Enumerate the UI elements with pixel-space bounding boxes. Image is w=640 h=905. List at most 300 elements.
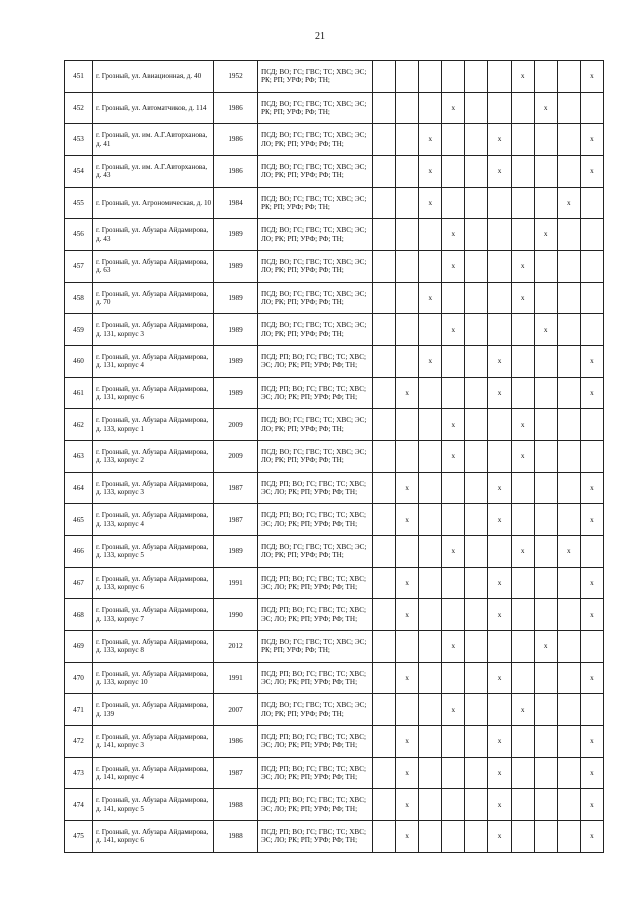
row-address: г. Грозный, ул. Абузара Айдамирова, д. 131, корпус 6 bbox=[93, 377, 214, 409]
page-number: 21 bbox=[315, 31, 325, 42]
mark-cell bbox=[557, 504, 580, 536]
row-number: 467 bbox=[65, 567, 93, 599]
row-services: ПСД; ВО; ГС; ГВС; ТС; ХВС; ЭС; РК; РП; УРФ; РФ; ТН; bbox=[258, 92, 373, 124]
row-year: 1986 bbox=[214, 124, 258, 156]
mark-cell bbox=[557, 567, 580, 599]
table-row bbox=[65, 251, 604, 283]
mark-cell-checked: х bbox=[534, 631, 557, 663]
row-address: г. Грозный, ул. Абузара Айдамирова, д. 63 bbox=[93, 251, 214, 283]
mark-cell-checked: х bbox=[511, 61, 534, 93]
row-number: 468 bbox=[65, 599, 93, 631]
mark-cell-checked: х bbox=[580, 567, 603, 599]
mark-cell bbox=[419, 567, 442, 599]
mark-cell-checked: х bbox=[580, 346, 603, 378]
mark-cell bbox=[442, 599, 465, 631]
mark-cell bbox=[396, 536, 419, 568]
mark-cell bbox=[419, 662, 442, 694]
mark-cell bbox=[419, 251, 442, 283]
row-number: 473 bbox=[65, 757, 93, 789]
mark-cell bbox=[534, 567, 557, 599]
mark-cell-checked: х bbox=[580, 377, 603, 409]
mark-cell bbox=[419, 789, 442, 821]
mark-cell bbox=[419, 441, 442, 473]
mark-cell bbox=[373, 61, 396, 93]
row-services: ПСД; ВО; ГС; ГВС; ТС; ХВС; ЭС; ЛО; РК; РП; УРФ; РФ; ТН; bbox=[258, 282, 373, 314]
mark-cell bbox=[580, 536, 603, 568]
mark-cell bbox=[419, 821, 442, 853]
mark-cell-checked: х bbox=[419, 346, 442, 378]
mark-cell bbox=[419, 694, 442, 726]
mark-cell-checked: х bbox=[580, 124, 603, 156]
table-row bbox=[65, 156, 604, 188]
mark-cell-checked: х bbox=[442, 694, 465, 726]
mark-cell bbox=[557, 61, 580, 93]
mark-cell bbox=[465, 567, 488, 599]
row-number: 466 bbox=[65, 536, 93, 568]
mark-cell bbox=[511, 124, 534, 156]
mark-cell bbox=[373, 821, 396, 853]
mark-cell bbox=[557, 662, 580, 694]
mark-cell bbox=[534, 409, 557, 441]
mark-cell bbox=[534, 694, 557, 726]
mark-cell bbox=[442, 472, 465, 504]
mark-cell bbox=[580, 314, 603, 346]
mark-cell bbox=[465, 377, 488, 409]
table-row bbox=[65, 567, 604, 599]
mark-cell-checked: х bbox=[488, 346, 511, 378]
mark-cell bbox=[373, 346, 396, 378]
mark-cell bbox=[373, 599, 396, 631]
row-services: ПСД; РП; ВО; ГС; ГВС; ТС; ХВС; ЭС; ЛО; РК; РП; УРФ; РФ; ТН; bbox=[258, 789, 373, 821]
row-address: г. Грозный, ул. Абузара Айдамирова, д. 133, корпус 8 bbox=[93, 631, 214, 663]
mark-cell bbox=[557, 377, 580, 409]
mark-cell bbox=[511, 472, 534, 504]
row-year: 1986 bbox=[214, 726, 258, 758]
mark-cell-checked: х bbox=[580, 821, 603, 853]
mark-cell bbox=[442, 377, 465, 409]
row-number: 460 bbox=[65, 346, 93, 378]
mark-cell bbox=[488, 92, 511, 124]
mark-cell bbox=[465, 504, 488, 536]
mark-cell bbox=[465, 662, 488, 694]
mark-cell bbox=[488, 251, 511, 283]
table-row bbox=[65, 662, 604, 694]
mark-cell bbox=[580, 187, 603, 219]
table-row bbox=[65, 631, 604, 663]
mark-cell bbox=[580, 251, 603, 283]
mark-cell bbox=[465, 694, 488, 726]
mark-cell bbox=[534, 124, 557, 156]
mark-cell bbox=[465, 409, 488, 441]
mark-cell bbox=[373, 377, 396, 409]
mark-cell bbox=[511, 346, 534, 378]
mark-cell bbox=[396, 694, 419, 726]
mark-cell bbox=[465, 821, 488, 853]
mark-cell bbox=[396, 251, 419, 283]
row-number: 475 bbox=[65, 821, 93, 853]
mark-cell bbox=[442, 504, 465, 536]
mark-cell-checked: х bbox=[396, 757, 419, 789]
row-services: ПСД; РП; ВО; ГС; ГВС; ТС; ХВС; ЭС; ЛО; РК; РП; УРФ; РФ; ТН; bbox=[258, 504, 373, 536]
mark-cell bbox=[465, 472, 488, 504]
mark-cell bbox=[373, 156, 396, 188]
row-address: г. Грозный, ул. Абузара Айдамирова, д. 133, корпус 6 bbox=[93, 567, 214, 599]
mark-cell bbox=[511, 789, 534, 821]
mark-cell bbox=[465, 757, 488, 789]
mark-cell bbox=[373, 631, 396, 663]
mark-cell bbox=[534, 536, 557, 568]
mark-cell-checked: х bbox=[442, 92, 465, 124]
table-row bbox=[65, 726, 604, 758]
row-year: 2009 bbox=[214, 441, 258, 473]
row-year: 1987 bbox=[214, 472, 258, 504]
mark-cell bbox=[442, 789, 465, 821]
mark-cell bbox=[373, 567, 396, 599]
row-services: ПСД; ВО; ГС; ГВС; ТС; ХВС; ЭС; ЛО; РК; РП; УРФ; РФ; ТН; bbox=[258, 694, 373, 726]
row-address: г. Грозный, ул. Абузара Айдамирова, д. 133, корпус 2 bbox=[93, 441, 214, 473]
table-row bbox=[65, 187, 604, 219]
mark-cell bbox=[419, 726, 442, 758]
mark-cell-checked: х bbox=[488, 789, 511, 821]
row-address: г. Грозный, ул. Абузара Айдамирова, д. 131, корпус 4 bbox=[93, 346, 214, 378]
mark-cell bbox=[373, 662, 396, 694]
mark-cell bbox=[373, 219, 396, 251]
mark-cell-checked: х bbox=[580, 504, 603, 536]
mark-cell bbox=[580, 92, 603, 124]
mark-cell-checked: х bbox=[580, 599, 603, 631]
table-row bbox=[65, 61, 604, 93]
mark-cell bbox=[488, 631, 511, 663]
row-number: 462 bbox=[65, 409, 93, 441]
row-address: г. Грозный, ул. Абузара Айдамирова, д. 141, корпус 3 bbox=[93, 726, 214, 758]
mark-cell-checked: х bbox=[511, 251, 534, 283]
mark-cell bbox=[557, 251, 580, 283]
mark-cell bbox=[534, 789, 557, 821]
mark-cell bbox=[396, 187, 419, 219]
mark-cell bbox=[373, 282, 396, 314]
row-year: 1986 bbox=[214, 92, 258, 124]
mark-cell-checked: х bbox=[534, 92, 557, 124]
row-number: 459 bbox=[65, 314, 93, 346]
row-address: г. Грозный, ул. Абузара Айдамирова, д. 141, корпус 4 bbox=[93, 757, 214, 789]
row-number: 458 bbox=[65, 282, 93, 314]
mark-cell bbox=[465, 187, 488, 219]
table-row bbox=[65, 409, 604, 441]
mark-cell bbox=[557, 694, 580, 726]
mark-cell bbox=[442, 662, 465, 694]
mark-cell bbox=[511, 156, 534, 188]
table-row bbox=[65, 536, 604, 568]
mark-cell-checked: х bbox=[396, 377, 419, 409]
mark-cell bbox=[465, 314, 488, 346]
mark-cell bbox=[511, 567, 534, 599]
row-year: 1989 bbox=[214, 346, 258, 378]
mark-cell bbox=[396, 631, 419, 663]
row-services: ПСД; РП; ВО; ГС; ГВС; ТС; ХВС; ЭС; ЛО; РК; РП; УРФ; РФ; ТН; bbox=[258, 472, 373, 504]
mark-cell bbox=[557, 346, 580, 378]
mark-cell bbox=[465, 219, 488, 251]
row-number: 465 bbox=[65, 504, 93, 536]
table-body bbox=[65, 61, 604, 853]
row-year: 2009 bbox=[214, 409, 258, 441]
mark-cell bbox=[488, 282, 511, 314]
row-address: г. Грозный, ул. Абузара Айдамирова, д. 133, корпус 10 bbox=[93, 662, 214, 694]
mark-cell bbox=[511, 662, 534, 694]
row-year: 1989 bbox=[214, 282, 258, 314]
mark-cell bbox=[419, 377, 442, 409]
housing-table bbox=[64, 60, 604, 853]
mark-cell bbox=[534, 599, 557, 631]
mark-cell bbox=[534, 662, 557, 694]
row-address: г. Грозный, ул. Абузара Айдамирова, д. 43 bbox=[93, 219, 214, 251]
mark-cell bbox=[419, 757, 442, 789]
mark-cell bbox=[557, 282, 580, 314]
mark-cell bbox=[580, 282, 603, 314]
mark-cell bbox=[557, 124, 580, 156]
mark-cell bbox=[534, 346, 557, 378]
mark-cell bbox=[488, 187, 511, 219]
mark-cell bbox=[557, 599, 580, 631]
mark-cell bbox=[373, 92, 396, 124]
row-year: 1984 bbox=[214, 187, 258, 219]
row-number: 453 bbox=[65, 124, 93, 156]
mark-cell bbox=[419, 219, 442, 251]
mark-cell bbox=[580, 694, 603, 726]
row-year: 1988 bbox=[214, 821, 258, 853]
row-services: ПСД; РП; ВО; ГС; ГВС; ТС; ХВС; ЭС; ЛО; РК; РП; УРФ; РФ; ТН; bbox=[258, 821, 373, 853]
row-number: 455 bbox=[65, 187, 93, 219]
mark-cell bbox=[442, 61, 465, 93]
mark-cell bbox=[442, 156, 465, 188]
mark-cell bbox=[442, 726, 465, 758]
row-address: г. Грозный, ул. Абузара Айдамирова, д. 141, корпус 5 bbox=[93, 789, 214, 821]
mark-cell bbox=[465, 726, 488, 758]
row-number: 469 bbox=[65, 631, 93, 663]
mark-cell-checked: х bbox=[488, 156, 511, 188]
row-address: г. Грозный, ул. Абузара Айдамирова, д. 131, корпус 3 bbox=[93, 314, 214, 346]
mark-cell-checked: х bbox=[488, 377, 511, 409]
mark-cell bbox=[511, 92, 534, 124]
mark-cell bbox=[442, 757, 465, 789]
mark-cell bbox=[534, 282, 557, 314]
table-row bbox=[65, 441, 604, 473]
mark-cell bbox=[465, 282, 488, 314]
row-address: г. Грозный, ул. Абузара Айдамирова, д. 139 bbox=[93, 694, 214, 726]
mark-cell-checked: х bbox=[488, 567, 511, 599]
mark-cell-checked: х bbox=[511, 536, 534, 568]
row-address: г. Грозный, ул. Автоматчиков, д. 114 bbox=[93, 92, 214, 124]
mark-cell bbox=[465, 124, 488, 156]
row-year: 1991 bbox=[214, 567, 258, 599]
mark-cell-checked: х bbox=[580, 789, 603, 821]
mark-cell bbox=[396, 156, 419, 188]
mark-cell-checked: х bbox=[488, 599, 511, 631]
row-year: 2012 bbox=[214, 631, 258, 663]
row-address: г. Грозный, ул. Абузара Айдамирова, д. 141, корпус 6 bbox=[93, 821, 214, 853]
mark-cell bbox=[442, 346, 465, 378]
row-services: ПСД; ВО; ГС; ГВС; ТС; ХВС; ЭС; ЛО; РК; РП; УРФ; РФ; ТН; bbox=[258, 124, 373, 156]
row-number: 471 bbox=[65, 694, 93, 726]
mark-cell bbox=[419, 409, 442, 441]
mark-cell bbox=[580, 441, 603, 473]
mark-cell bbox=[396, 346, 419, 378]
row-number: 472 bbox=[65, 726, 93, 758]
mark-cell bbox=[465, 251, 488, 283]
mark-cell bbox=[511, 187, 534, 219]
mark-cell-checked: х bbox=[488, 472, 511, 504]
row-address: г. Грозный, ул. Абузара Айдамирова, д. 133, корпус 4 bbox=[93, 504, 214, 536]
mark-cell-checked: х bbox=[396, 662, 419, 694]
mark-cell bbox=[373, 789, 396, 821]
table-row bbox=[65, 377, 604, 409]
row-address: г. Грозный, ул. Абузара Айдамирова, д. 133, корпус 3 bbox=[93, 472, 214, 504]
mark-cell-checked: х bbox=[488, 504, 511, 536]
row-number: 463 bbox=[65, 441, 93, 473]
mark-cell bbox=[465, 536, 488, 568]
mark-cell bbox=[373, 694, 396, 726]
mark-cell-checked: х bbox=[511, 282, 534, 314]
mark-cell bbox=[419, 631, 442, 663]
row-year: 1952 bbox=[214, 61, 258, 93]
mark-cell bbox=[511, 757, 534, 789]
row-year: 1989 bbox=[214, 536, 258, 568]
mark-cell bbox=[488, 409, 511, 441]
row-address: г. Грозный, ул. им. А.Г.Авторханова, д. 43 bbox=[93, 156, 214, 188]
mark-cell bbox=[419, 92, 442, 124]
table-row bbox=[65, 789, 604, 821]
mark-cell bbox=[534, 251, 557, 283]
mark-cell-checked: х bbox=[396, 821, 419, 853]
mark-cell-checked: х bbox=[488, 726, 511, 758]
mark-cell bbox=[442, 282, 465, 314]
mark-cell bbox=[419, 599, 442, 631]
mark-cell-checked: х bbox=[442, 441, 465, 473]
mark-cell bbox=[580, 409, 603, 441]
mark-cell bbox=[442, 567, 465, 599]
mark-cell bbox=[557, 472, 580, 504]
row-number: 451 bbox=[65, 61, 93, 93]
mark-cell-checked: х bbox=[442, 314, 465, 346]
mark-cell-checked: х bbox=[396, 504, 419, 536]
mark-cell-checked: х bbox=[511, 694, 534, 726]
mark-cell-checked: х bbox=[419, 282, 442, 314]
mark-cell bbox=[396, 61, 419, 93]
table-row bbox=[65, 504, 604, 536]
mark-cell bbox=[373, 536, 396, 568]
row-services: ПСД; РП; ВО; ГС; ГВС; ТС; ХВС; ЭС; ЛО; РК; РП; УРФ; РФ; ТН; bbox=[258, 567, 373, 599]
row-year: 1987 bbox=[214, 504, 258, 536]
mark-cell bbox=[511, 314, 534, 346]
mark-cell bbox=[373, 726, 396, 758]
row-number: 474 bbox=[65, 789, 93, 821]
table-row bbox=[65, 282, 604, 314]
mark-cell bbox=[419, 536, 442, 568]
mark-cell bbox=[511, 599, 534, 631]
row-address: г. Грозный, ул. Абузара Айдамирова, д. 70 bbox=[93, 282, 214, 314]
mark-cell-checked: х bbox=[442, 536, 465, 568]
row-year: 1989 bbox=[214, 377, 258, 409]
row-services: ПСД; РП; ВО; ГС; ГВС; ТС; ХВС; ЭС; ЛО; РК; РП; УРФ; РФ; ТН; bbox=[258, 726, 373, 758]
mark-cell-checked: х bbox=[396, 789, 419, 821]
mark-cell bbox=[534, 472, 557, 504]
mark-cell bbox=[557, 757, 580, 789]
mark-cell-checked: х bbox=[488, 662, 511, 694]
mark-cell-checked: х bbox=[557, 187, 580, 219]
mark-cell bbox=[557, 789, 580, 821]
mark-cell-checked: х bbox=[511, 409, 534, 441]
mark-cell bbox=[396, 124, 419, 156]
mark-cell bbox=[534, 156, 557, 188]
mark-cell bbox=[511, 726, 534, 758]
mark-cell bbox=[511, 504, 534, 536]
row-year: 1989 bbox=[214, 219, 258, 251]
row-services: ПСД; РП; ВО; ГС; ГВС; ТС; ХВС; ЭС; ЛО; РК; РП; УРФ; РФ; ТН; bbox=[258, 662, 373, 694]
row-address: г. Грозный, ул. Абузара Айдамирова, д. 133, корпус 1 bbox=[93, 409, 214, 441]
mark-cell-checked: х bbox=[580, 472, 603, 504]
row-year: 1989 bbox=[214, 251, 258, 283]
mark-cell bbox=[373, 124, 396, 156]
mark-cell bbox=[488, 536, 511, 568]
row-number: 457 bbox=[65, 251, 93, 283]
table-row bbox=[65, 124, 604, 156]
row-year: 1989 bbox=[214, 314, 258, 346]
row-address: г. Грозный, ул. Абузара Айдамирова, д. 133, корпус 5 bbox=[93, 536, 214, 568]
table-row bbox=[65, 821, 604, 853]
row-number: 470 bbox=[65, 662, 93, 694]
mark-cell bbox=[465, 789, 488, 821]
mark-cell bbox=[419, 504, 442, 536]
row-services: ПСД; РП; ВО; ГС; ГВС; ТС; ХВС; ЭС; ЛО; РК; РП; УРФ; РФ; ТН; bbox=[258, 757, 373, 789]
mark-cell bbox=[465, 599, 488, 631]
mark-cell bbox=[557, 156, 580, 188]
mark-cell bbox=[557, 821, 580, 853]
mark-cell-checked: х bbox=[488, 124, 511, 156]
mark-cell bbox=[511, 821, 534, 853]
table-row bbox=[65, 472, 604, 504]
mark-cell bbox=[534, 726, 557, 758]
mark-cell-checked: х bbox=[557, 536, 580, 568]
mark-cell-checked: х bbox=[580, 156, 603, 188]
mark-cell bbox=[557, 92, 580, 124]
row-number: 464 bbox=[65, 472, 93, 504]
row-number: 461 bbox=[65, 377, 93, 409]
mark-cell bbox=[396, 409, 419, 441]
table-row bbox=[65, 757, 604, 789]
mark-cell bbox=[557, 409, 580, 441]
row-services: ПСД; ВО; ГС; ГВС; ТС; ХВС; ЭС; ЛО; РК; РП; УРФ; РФ; ТН; bbox=[258, 536, 373, 568]
table-row bbox=[65, 92, 604, 124]
mark-cell bbox=[373, 314, 396, 346]
mark-cell bbox=[534, 821, 557, 853]
row-services: ПСД; ВО; ГС; ГВС; ТС; ХВС; ЭС; ЛО; РК; РП; УРФ; РФ; ТН; bbox=[258, 219, 373, 251]
mark-cell bbox=[465, 156, 488, 188]
mark-cell bbox=[396, 219, 419, 251]
mark-cell-checked: х bbox=[419, 187, 442, 219]
mark-cell bbox=[534, 504, 557, 536]
mark-cell bbox=[465, 631, 488, 663]
mark-cell bbox=[534, 61, 557, 93]
row-number: 452 bbox=[65, 92, 93, 124]
mark-cell bbox=[557, 219, 580, 251]
mark-cell bbox=[488, 314, 511, 346]
row-address: г. Грозный, ул. им. А.Г.Авторханова, д. 41 bbox=[93, 124, 214, 156]
row-services: ПСД; ВО; ГС; ГВС; ТС; ХВС; ЭС; ЛО; РК; РП; УРФ; РФ; ТН; bbox=[258, 314, 373, 346]
mark-cell bbox=[373, 757, 396, 789]
row-services: ПСД; ВО; ГС; ГВС; ТС; ХВС; ЭС; ЛО; РК; РП; УРФ; РФ; ТН; bbox=[258, 441, 373, 473]
mark-cell bbox=[511, 377, 534, 409]
mark-cell bbox=[373, 472, 396, 504]
row-number: 454 bbox=[65, 156, 93, 188]
